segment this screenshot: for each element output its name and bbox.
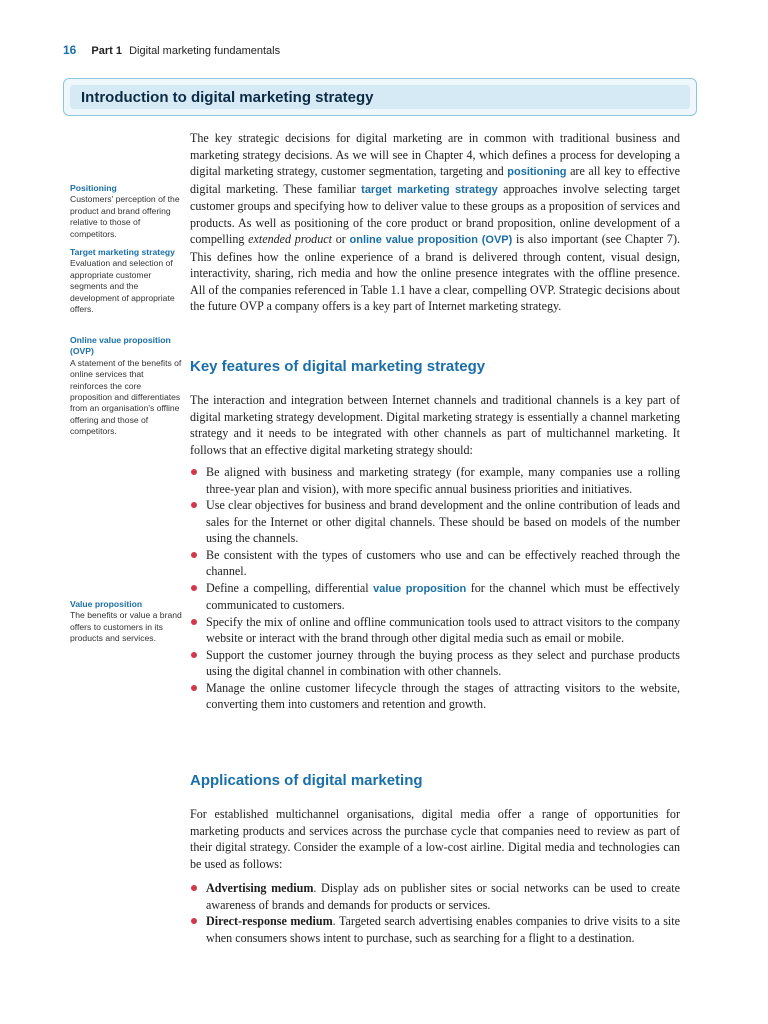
applications-section xyxy=(190,772,680,789)
item-lead: Direct-response medium xyxy=(206,914,333,928)
italic-extended-product: extended product xyxy=(248,232,332,246)
running-header xyxy=(63,43,280,57)
list-item-text: Be aligned with business and marketing strategy (for example, many companies use a rolling three-year plan and vision), with more specific annual business priorities and initiatives. xyxy=(206,465,680,496)
margin-definition: Evaluation and selection of appropriate customer segments and the development of appropriate offers. xyxy=(70,258,175,315)
keyword-target-marketing-strategy: target marketing strategy xyxy=(361,183,498,196)
bullet-icon xyxy=(191,918,197,924)
applications-heading: Applications of digital marketing xyxy=(190,772,423,789)
text-run: for the channel which must be effectively communicated to customers. xyxy=(206,580,680,612)
bullet-icon xyxy=(191,685,197,691)
bullet-list xyxy=(190,880,680,946)
text-run: or xyxy=(331,232,350,246)
list-item xyxy=(190,880,680,913)
list-item-text: Be consistent with the types of customers who use and can be effectively reached through the channel. xyxy=(206,547,680,578)
text-run: are all key to effective digital marketing. These familiar xyxy=(190,164,680,196)
text-run: is also important (see Chapter 7). This defines how the online experience of a brand is delivered through content, visual design, interactivity, sharing, rich media and how the online presence integrates with the offline presence. All of the companies referenced in Table 1.1 have a clear, compelling OVP. Strategic decisions about the future OVP a company offers is a key part of Internet marketing strategy. xyxy=(190,232,681,313)
bullet-icon xyxy=(191,652,197,658)
section-title: Introduction to digital marketing strategy xyxy=(70,85,690,109)
list-item xyxy=(190,464,680,497)
bullet-icon xyxy=(191,619,197,625)
keyword-value-proposition: value proposition xyxy=(373,582,467,595)
intro-section xyxy=(190,130,680,315)
margin-term: Positioning xyxy=(70,183,117,193)
list-item xyxy=(190,680,680,713)
page-number: 16 xyxy=(63,43,77,57)
part-title: Digital marketing fundamentals xyxy=(129,45,281,57)
list-item xyxy=(190,580,680,614)
applications-bullets xyxy=(190,880,680,946)
keyword-positioning: positioning xyxy=(507,166,567,178)
key-features-paragraph: The interaction and integration between Internet channels and traditional channels is a key part of digital marketing strategy development. Digital marketing strategy is essentially a channel marketing strategy and it needs to be integrated with other channels as part of multichannel marketing. It follows that an effective digital marketing strategy should: xyxy=(190,393,680,457)
item-text: . Display ads on publisher sites or social networks can be used to create awareness of brands and demands for products or services. xyxy=(206,881,680,912)
list-item xyxy=(190,497,680,547)
margin-note-positioning xyxy=(70,183,182,240)
bullet-icon xyxy=(191,502,197,508)
margin-definition: Customers' perception of the product and brand offering relative to those of competitors. xyxy=(70,194,180,239)
list-item xyxy=(190,547,680,580)
applications-body xyxy=(190,806,680,872)
text-run: The key strategic decisions for digital marketing are in common with traditional business and marketing strategy decisions. As we will see in Chapter 4, which defines a process for developing a digital marketing strategy, customer segmentation, targeting and xyxy=(190,131,680,178)
bullet-icon xyxy=(191,469,197,475)
text-run: Define a compelling, differential xyxy=(206,580,374,595)
margin-term: Value proposition xyxy=(70,599,143,609)
margin-definition: The benefits or value a brand offers to customers in its products and services. xyxy=(70,610,182,644)
bullet-icon xyxy=(191,885,197,891)
margin-note-value-proposition xyxy=(70,599,182,645)
key-features-heading: Key features of digital marketing strategy xyxy=(190,358,486,375)
list-item-text: Specify the mix of online and offline communication tools used to attract visitors to the company website or interact with the brand through other digital media such as email or mobile. xyxy=(206,614,680,645)
list-item xyxy=(190,614,680,647)
list-item xyxy=(190,913,680,946)
margin-term: Target marketing strategy xyxy=(70,247,175,257)
bullet-icon xyxy=(191,552,197,558)
list-item-text: Support the customer journey through the buying process as they select and purchase products using the digital channel in combination with other channels. xyxy=(206,647,680,678)
bullet-list xyxy=(190,464,680,713)
intro-paragraph xyxy=(190,130,680,315)
key-features-body xyxy=(190,392,680,458)
margin-term: Online value proposition (OVP) xyxy=(70,335,171,357)
item-text: . Targeted search advertising enables companies to drive visits to a site when consumers shows intent to purchase, such as searching for a flight to a destination. xyxy=(206,914,680,945)
list-item xyxy=(190,647,680,680)
bullet-icon xyxy=(191,585,197,591)
list-item-text: Manage the online customer lifecycle through the stages of attracting visitors to the website, converting them into customers and retention and growth. xyxy=(206,680,680,711)
part-label: Part 1 xyxy=(91,45,122,57)
margin-note-target-marketing xyxy=(70,247,182,315)
section-title-box xyxy=(63,78,697,116)
applications-paragraph: For established multichannel organisations, digital media offer a range of opportunities for marketing products and services across the purchase cycle that companies need to review as part of their digital strategy. Consider the example of a low-cost airline. Digital media and technologies can be used as follows: xyxy=(190,807,680,871)
key-features-section xyxy=(190,358,680,375)
margin-definition: A statement of the benefits of online services that reinforces the core proposition and differentiates from an organisation's offline offering and those of competitors. xyxy=(70,357,182,437)
text-run: approaches involve selecting target customer groups and specifying how to deliver value to these groups as a proposition of services and products. As well as positioning of the core product or brand proposition, online development of a compelling xyxy=(190,181,681,246)
margin-note-ovp xyxy=(70,335,182,438)
list-item-text: Use clear objectives for business and brand development and the online contribution of leads and sales for the Internet or other digital channels. These should be based on models of the number using the channels. xyxy=(206,498,680,545)
keyword-ovp: online value proposition (OVP) xyxy=(349,234,513,246)
item-lead: Advertising medium xyxy=(206,881,314,895)
key-features-bullets xyxy=(190,464,680,713)
